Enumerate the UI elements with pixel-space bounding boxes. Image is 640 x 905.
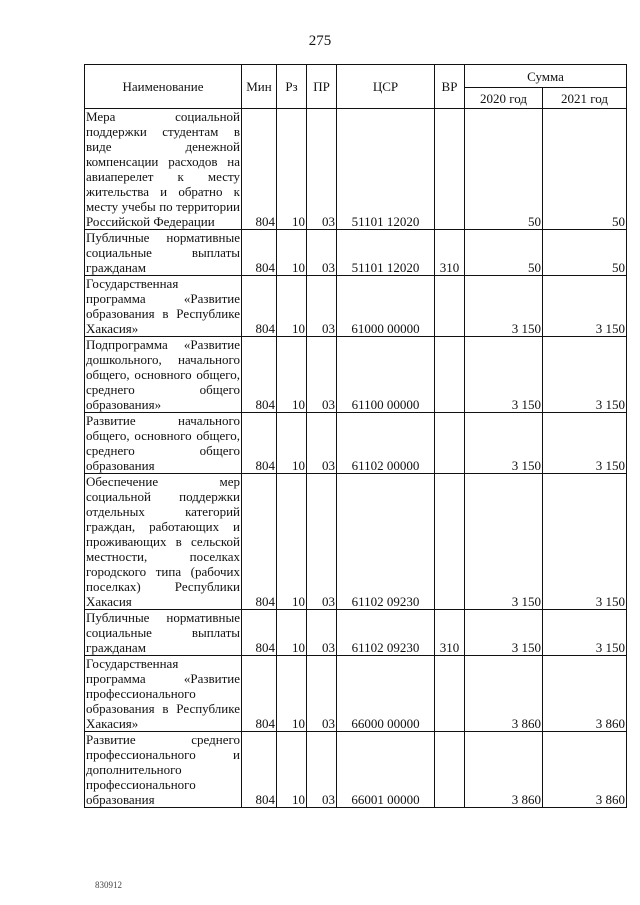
row-csr: 61102 09230 [337,474,435,610]
header-rz: Рз [277,65,307,109]
row-sum-2020: 50 [465,230,543,276]
row-rz: 10 [277,413,307,474]
header-sum: Сумма [465,65,627,88]
row-name: Мера социальной поддержки студентам в виде денежной компенсации расходов на авиаперелет к месту жительства и обратно к месту учебы по территории Российской Федерации [86,109,240,229]
row-sum-2020: 50 [465,109,543,230]
row-pr: 03 [307,732,337,808]
table-row [85,610,627,656]
row-rz: 10 [277,276,307,337]
row-vr [435,276,465,337]
row-sum-2021: 3 150 [543,337,627,413]
header-row [85,65,627,88]
row-sum-2021: 3 860 [543,732,627,808]
row-pr: 03 [307,230,337,276]
row-rz: 10 [277,732,307,808]
row-rz: 10 [277,230,307,276]
header-name: Наименование [85,65,242,109]
page-number: 275 [308,33,332,49]
table-row [85,109,627,230]
row-sum-2021: 3 150 [543,474,627,610]
row-min: 804 [242,337,277,413]
row-name: Государственная программа «Развитие профессионального образования в Республике Хакасия» [86,656,240,731]
row-csr: 61102 09230 [337,610,435,656]
row-vr [435,337,465,413]
row-rz: 10 [277,109,307,230]
row-csr: 66000 00000 [337,656,435,732]
row-name: Государственная программа «Развитие образования в Республике Хакасия» [86,276,240,336]
header-year-2021: 2021 год [543,88,627,109]
table-row [85,656,627,732]
row-sum-2020: 3 150 [465,610,543,656]
row-min: 804 [242,474,277,610]
row-vr [435,732,465,808]
row-vr [435,413,465,474]
row-sum-2021: 3 150 [543,276,627,337]
row-sum-2021: 3 150 [543,610,627,656]
table-row [85,474,627,610]
budget-table [84,64,627,808]
row-csr: 61102 00000 [337,413,435,474]
row-min: 804 [242,109,277,230]
row-csr: 51101 12020 [337,109,435,230]
row-min: 804 [242,656,277,732]
row-vr [435,474,465,610]
row-min: 804 [242,230,277,276]
row-min: 804 [242,413,277,474]
header-year-2020: 2020 год [465,88,543,109]
row-rz: 10 [277,337,307,413]
header-vr: ВР [435,65,465,109]
table-row [85,276,627,337]
row-pr: 03 [307,610,337,656]
table-row [85,413,627,474]
header-csr: ЦСР [337,65,435,109]
row-name: Подпрограмма «Развитие дошкольного, начального общего, основного общего, среднего общего образования» [86,337,240,412]
row-name: Публичные нормативные социальные выплаты гражданам [86,610,240,655]
row-pr: 03 [307,656,337,732]
row-csr: 66001 00000 [337,732,435,808]
row-csr: 61000 00000 [337,276,435,337]
row-sum-2021: 3 150 [543,413,627,474]
row-vr: 310 [435,230,465,276]
row-sum-2020: 3 150 [465,474,543,610]
header-min: Мин [242,65,277,109]
row-name: Развитие среднего профессионального и дополнительного профессионального образования [86,732,240,807]
row-rz: 10 [277,656,307,732]
row-vr [435,109,465,230]
row-sum-2020: 3 860 [465,656,543,732]
row-name: Публичные нормативные социальные выплаты гражданам [86,230,240,275]
row-sum-2021: 3 860 [543,656,627,732]
table-row [85,732,627,808]
row-min: 804 [242,610,277,656]
row-min: 804 [242,732,277,808]
row-sum-2020: 3 860 [465,732,543,808]
row-rz: 10 [277,474,307,610]
row-csr: 51101 12020 [337,230,435,276]
header-pr: ПР [307,65,337,109]
row-sum-2020: 3 150 [465,413,543,474]
row-csr: 61100 00000 [337,337,435,413]
row-sum-2021: 50 [543,230,627,276]
row-rz: 10 [277,610,307,656]
row-name: Обеспечение мер социальной поддержки отдельных категорий граждан, работающих и проживающих в сельской местности, поселках городского типа (рабочих поселках) Республики Хакасия [86,474,240,609]
row-pr: 03 [307,474,337,610]
row-sum-2020: 3 150 [465,276,543,337]
row-name: Развитие начального общего, основного общего, среднего общего образования [86,413,240,473]
row-vr [435,656,465,732]
row-sum-2021: 50 [543,109,627,230]
row-sum-2020: 3 150 [465,337,543,413]
row-pr: 03 [307,337,337,413]
footer-document-code: 830912 [95,880,122,890]
row-pr: 03 [307,413,337,474]
row-vr: 310 [435,610,465,656]
table-row [85,230,627,276]
table-row [85,337,627,413]
row-pr: 03 [307,276,337,337]
row-min: 804 [242,276,277,337]
row-pr: 03 [307,109,337,230]
